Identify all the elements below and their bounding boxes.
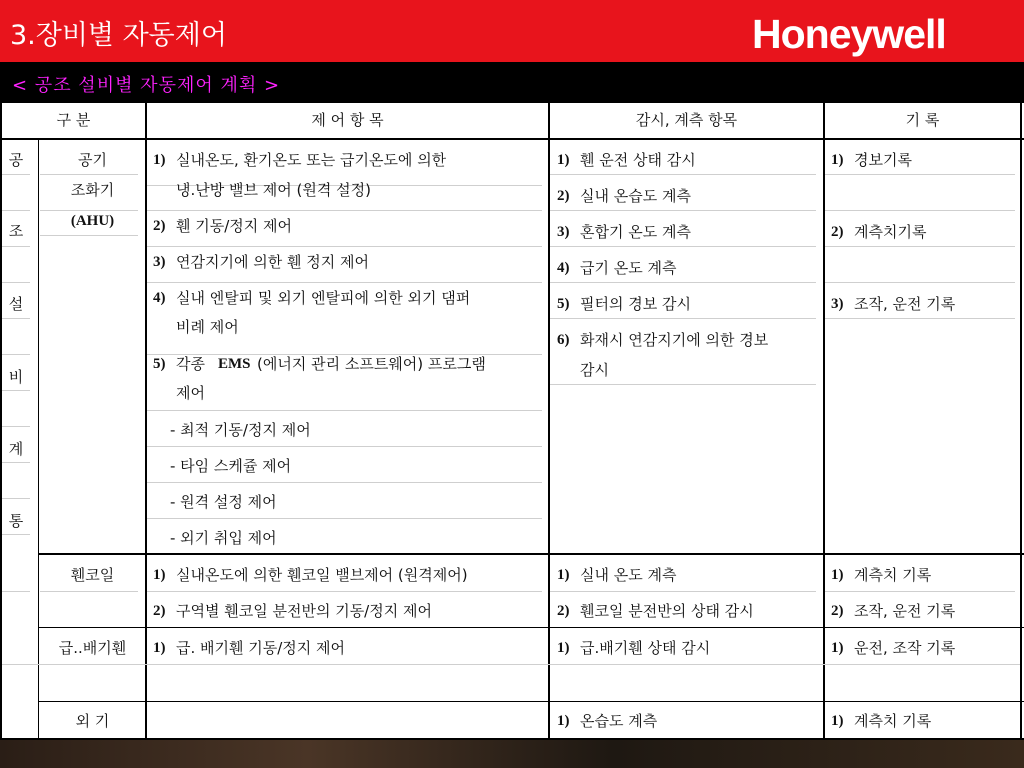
monitoring-item-text: 급기 온도 계측 xyxy=(580,259,677,277)
monitoring-item-text: 온습도 계측 xyxy=(580,712,658,730)
monitoring-item-number: 1) xyxy=(557,567,570,583)
header-category: 구 분 xyxy=(56,111,91,129)
monitoring-item-text: 화재시 연감지기에 의한 경보 xyxy=(580,331,769,349)
record-item-number: 3) xyxy=(831,296,844,312)
control-item-text: 실내온도, 환기온도 또는 급기온도에 의한 xyxy=(176,151,447,169)
monitoring-item-number: 2) xyxy=(557,188,570,204)
ahu-name-line: (AHU) xyxy=(70,213,115,229)
control-item-text: 실내 엔탈피 및 외기 엔탈피에 의한 외기 댐퍼 xyxy=(176,289,471,307)
control-item-text-part: 각종 xyxy=(176,355,205,373)
page-title: 3.장비별 자동제어 xyxy=(10,20,227,51)
control-item-text-part: EMS xyxy=(218,356,251,372)
monitoring-item-number: 2) xyxy=(557,603,570,619)
sub-control-item: - 외기 취입 제어 xyxy=(170,529,277,547)
vertical-label-char: 조 xyxy=(8,222,24,240)
control-item-text: 휀 기동/정지 제어 xyxy=(176,217,293,235)
control-item-number: 5) xyxy=(153,356,166,372)
vertical-label-char: 통 xyxy=(8,512,24,530)
monitoring-item-text: 실내 온습도 계측 xyxy=(580,187,691,205)
monitoring-item-number: 4) xyxy=(557,260,570,276)
monitoring-item-text: 휀 운전 상태 감시 xyxy=(580,151,696,169)
control-item-text: 급. 배기휀 기동/정지 제어 xyxy=(176,639,346,657)
exhaust-fan-name: 급..배기휀 xyxy=(58,639,127,657)
monitoring-item-number: 6) xyxy=(557,332,570,348)
control-item-continuation: 냉.난방 밸브 제어 (원격 설정) xyxy=(176,181,371,199)
monitoring-item-text: 급.배기휀 상태 감시 xyxy=(580,639,711,657)
control-item-number: 1) xyxy=(153,640,166,656)
vertical-label-char: 공 xyxy=(8,151,24,169)
monitoring-item-continuation: 감시 xyxy=(580,361,609,379)
control-item-text-part: (에너지 관리 소프트웨어) 프로그램 xyxy=(257,355,486,373)
monitoring-item-number: 1) xyxy=(557,152,570,168)
sub-control-item: - 최적 기동/정지 제어 xyxy=(170,421,311,439)
monitoring-item-number: 3) xyxy=(557,224,570,240)
monitoring-item-number: 5) xyxy=(557,296,570,312)
control-item-text: 실내온도에 의한 휀코일 밸브제어 (원격제어) xyxy=(176,566,468,584)
vertical-label-char: 비 xyxy=(8,368,24,386)
monitoring-item-text: 실내 온도 계측 xyxy=(580,566,677,584)
record-item-text: 계측치기록 xyxy=(854,223,927,241)
monitoring-item-number: 1) xyxy=(557,640,570,656)
ahu-name-line: 조화기 xyxy=(70,181,115,199)
header-monitoring-items: 감시, 계측 항목 xyxy=(635,111,738,129)
sub-control-item: - 타임 스케쥴 제어 xyxy=(170,457,292,475)
table-subtitle: < 공조 설비별 자동제어 계획 > xyxy=(12,75,281,96)
record-item-text: 계측치 기록 xyxy=(854,712,932,730)
control-item-number: 4) xyxy=(153,290,166,306)
fan-coil-name: 휀코일 xyxy=(70,566,115,584)
ahu-name-line: 공기 xyxy=(78,151,107,169)
control-item-number: 1) xyxy=(153,152,166,168)
header-records: 기 록 xyxy=(905,111,940,129)
record-item-number: 1) xyxy=(831,640,844,656)
record-item-text: 조작, 운전 기록 xyxy=(854,295,956,313)
monitoring-item-text: 필터의 경보 감시 xyxy=(580,295,691,313)
background-strip xyxy=(0,740,1024,768)
control-item-continuation: 비례 제어 xyxy=(176,318,239,336)
control-item-continuation: 제어 xyxy=(176,384,205,402)
control-item-number: 1) xyxy=(153,567,166,583)
monitoring-item-number: 1) xyxy=(557,713,570,729)
record-item-text: 계측치 기록 xyxy=(854,566,932,584)
sub-control-item: - 원격 설정 제어 xyxy=(170,493,277,511)
control-item-number: 2) xyxy=(153,603,166,619)
monitoring-item-text: 휀코일 분전반의 상태 감시 xyxy=(580,602,754,620)
record-item-number: 1) xyxy=(831,713,844,729)
honeywell-logo: Honeywell xyxy=(752,11,946,57)
control-item-text: 구역별 휀코일 분전반의 기동/정지 제어 xyxy=(176,602,432,620)
record-item-number: 2) xyxy=(831,224,844,240)
automation-plan-table xyxy=(0,101,1024,740)
control-item-number: 2) xyxy=(153,218,166,234)
control-item-number: 3) xyxy=(153,254,166,270)
record-item-text: 조작, 운전 기록 xyxy=(854,602,956,620)
record-item-number: 2) xyxy=(831,603,844,619)
outdoor-name: 외 기 xyxy=(75,712,110,730)
header-control-items: 제 어 항 목 xyxy=(311,111,384,129)
record-item-number: 1) xyxy=(831,567,844,583)
record-item-text: 경보기록 xyxy=(854,151,912,169)
record-item-number: 1) xyxy=(831,152,844,168)
vertical-label-char: 계 xyxy=(8,440,24,458)
record-item-text: 운전, 조작 기록 xyxy=(854,639,956,657)
monitoring-item-text: 혼합기 온도 계측 xyxy=(580,223,691,241)
vertical-label-char: 설 xyxy=(8,295,24,313)
control-item-text: 연감지기에 의한 휀 정지 제어 xyxy=(176,253,369,271)
